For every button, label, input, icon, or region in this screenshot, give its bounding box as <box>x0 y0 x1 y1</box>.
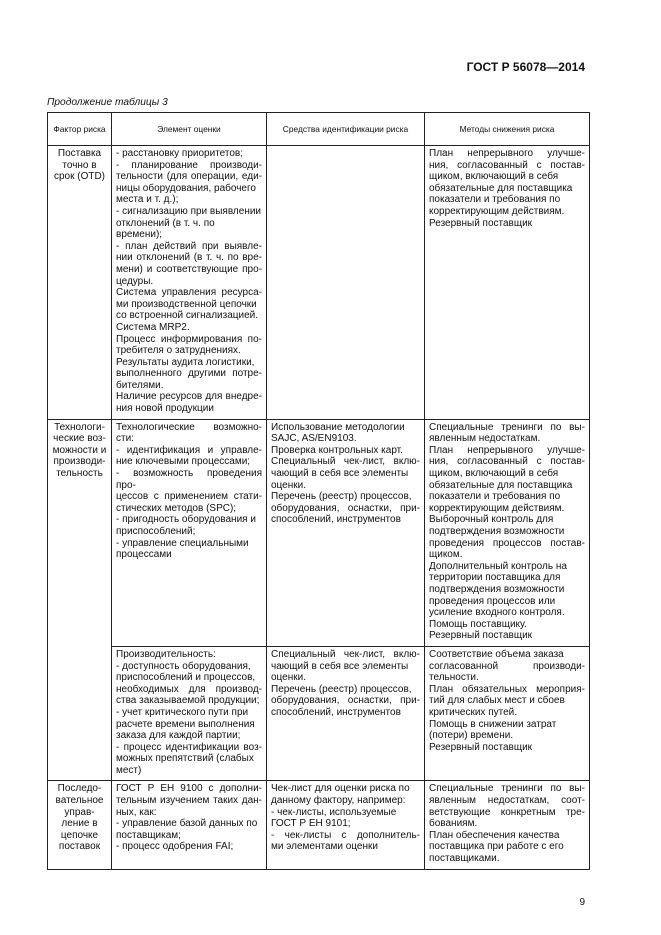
cell-text-line: места и т. д.); <box>116 194 179 206</box>
cell-text-line: поставок <box>58 841 101 853</box>
cell-text-line: способлений, инструментов <box>271 514 401 526</box>
factor-cell <box>48 781 112 869</box>
cell-text-line: - процесс идентификации воз- <box>116 741 262 753</box>
column-header-tools: Средства идентификации риска <box>267 113 425 146</box>
cell-text-line: (потери) времени. <box>429 730 514 742</box>
risk-assessment-table <box>47 112 590 870</box>
column-header-factor: Фактор риска <box>48 113 112 146</box>
table-row <box>48 781 590 869</box>
cell-text-line: бованиям. <box>429 818 478 830</box>
cell-text-line: показатели и требования по <box>429 491 561 503</box>
cell-text-line: ление в <box>61 818 98 830</box>
cell-text-line: Специальный чек-лист, вклю- <box>271 456 420 468</box>
cell-text-line: Проверка контрольных карт. <box>271 444 403 456</box>
cell-text-line: критических путей. <box>429 706 518 718</box>
cell-text-line: способлений, инструментов <box>271 706 401 718</box>
cell-text-line: Последо- <box>57 783 102 795</box>
cell-text-line: - чек-листы с дополнитель- <box>271 829 420 841</box>
cell-text-line: обязательные для поставщика <box>429 182 573 194</box>
cell-text-line: процессами <box>116 549 172 561</box>
cell-text-line: явленным недостаткам, соот- <box>429 795 585 807</box>
cell-text-line: приспособлений и процессов, <box>116 672 256 684</box>
cell-text-line: оборудования, оснастки, при- <box>271 695 420 707</box>
cell-text-line: тельным изучением таких дан- <box>116 795 262 807</box>
cell-text-line: - доступность оборудования, <box>116 660 251 672</box>
cell-text-line: - план действий при выявле- <box>116 240 262 252</box>
cell-text-line: проведения процессов постав- <box>429 537 585 549</box>
cell-text-line: - управление специальными <box>116 537 249 549</box>
cell-text-line: ния новой продукции <box>116 403 214 415</box>
cell-text-line: вательное <box>55 795 104 807</box>
cell-text-line: проведения процессов или <box>429 595 556 607</box>
cell-text-line: оценки. <box>271 479 306 491</box>
cell-text-line: Резервный поставщик <box>429 217 533 229</box>
cell-text-line: бителями. <box>116 379 164 391</box>
cell-text-line: - идентификация и управле- <box>116 444 262 456</box>
cell-text-line: тельности. <box>429 672 479 684</box>
element-cell <box>112 781 267 869</box>
cell-text-line: выполненного другими потре- <box>116 368 262 380</box>
cell-text-line: территории поставщика для <box>429 572 561 584</box>
cell-text-line: Система MRP2. <box>116 321 190 333</box>
cell-text-line: поставщиками. <box>429 853 500 865</box>
cell-text-line: сти: <box>116 433 134 445</box>
cell-text-line: производи- <box>53 456 106 468</box>
cell-text-line: заказа для каждой партии; <box>116 730 241 742</box>
cell-text-line: Резервный поставщик <box>429 630 533 642</box>
cell-text-line: Использование методологии <box>271 421 405 433</box>
cell-text-line: План непрерывного улучше- <box>429 444 585 456</box>
table-row <box>48 419 590 646</box>
tools-cell <box>267 646 425 781</box>
cell-text-line: - управление базой данных по <box>116 818 258 830</box>
cell-text-line: ГОСТ Р ЕН 9100 с дополни- <box>116 783 262 795</box>
methods-cell <box>425 146 590 420</box>
cell-text-line: оборудования, оснастки, при- <box>271 502 420 514</box>
cell-text-line: щиком, включающий в себя <box>429 171 559 183</box>
cell-text-line: Технологические возможно- <box>116 421 262 433</box>
cell-text-line: тельность <box>56 468 103 480</box>
cell-text-line: Специальные тренинги по вы- <box>429 421 585 433</box>
factor-cell <box>48 646 112 781</box>
cell-text-line: Чек-лист для оценки риска по <box>271 783 410 795</box>
cell-text-line: ства заказываемой продукции; <box>116 695 260 707</box>
cell-text-line: ние ключевыми процессами; <box>116 456 251 468</box>
cell-text-line: Специальные тренинги по вы- <box>429 783 585 795</box>
cell-text-line: Результаты аудита логистики, <box>116 356 255 368</box>
cell-text-line: - расстановку приоритетов; <box>116 148 244 159</box>
cell-text-line: нии отклонений (в т. ч. по вре- <box>116 252 262 264</box>
cell-text-line: поставщикам; <box>116 829 181 841</box>
cell-text-line: Резервный поставщик <box>429 741 533 753</box>
column-header-element: Элемент оценки <box>112 113 267 146</box>
cell-text-line: корректирующим действиям. <box>429 205 565 217</box>
methods-cell <box>425 646 590 781</box>
cell-text-line: Поставка <box>57 148 102 159</box>
cell-text-line: Выборочный контроль для <box>429 514 554 526</box>
cell-text-line: мест) <box>116 764 142 776</box>
cell-text-line: Технологи- <box>54 421 105 433</box>
cell-text-line: точно в <box>62 159 97 171</box>
cell-text-line: чающий в себя все элементы <box>271 468 409 480</box>
cell-text-line: SAJC, AS/EN9103. <box>271 433 357 445</box>
cell-text-line: щиком, включающий в себя <box>429 468 559 480</box>
cell-text-line: - чек-листы, используемые <box>271 806 397 818</box>
cell-text-line: тий для слабых мест и сбоев <box>429 695 565 707</box>
document-code: ГОСТ Р 56078—2014 <box>466 60 585 74</box>
cell-text-line: ния, согласованный с постав- <box>429 456 585 468</box>
cell-text-line: можности и <box>52 444 107 456</box>
table-row <box>48 146 590 420</box>
tools-cell <box>267 146 425 420</box>
cell-text-line: подтверждения возможности <box>429 583 565 595</box>
tools-cell <box>267 781 425 869</box>
cell-text-line: - планирование производи- <box>116 159 262 171</box>
cell-text-line: поставщика при работе с его <box>429 841 564 853</box>
cell-text-line: Система управления ресурса- <box>116 287 262 299</box>
cell-text-line: чающий в себя все элементы <box>271 660 409 672</box>
cell-text-line: План обеспечения качества <box>429 829 560 841</box>
cell-text-line: можных препятствий (слабых <box>116 753 254 765</box>
element-cell <box>112 419 267 646</box>
cell-text-line: цессов с применением стати- <box>116 491 262 503</box>
cell-text-line: показатели и требования по <box>429 194 561 206</box>
cell-text-line: ГОСТ Р ЕН 9101; <box>271 818 351 830</box>
page-number: 9 <box>579 897 585 908</box>
element-cell <box>112 146 267 420</box>
cell-text-line: ми производственной цепочки <box>116 298 257 310</box>
methods-cell <box>425 781 590 869</box>
factor-cell <box>48 146 112 420</box>
cell-text-line: Помощь в снижении затрат <box>429 718 557 730</box>
cell-text-line: Соответствие объема заказа <box>429 648 564 660</box>
cell-text-line: Наличие ресурсов для внедре- <box>116 391 262 403</box>
cell-text-line: Дополнительный контроль на <box>429 560 567 572</box>
cell-text-line: Специальный чек-лист, вклю- <box>271 648 420 660</box>
cell-text-line: со встроенной сигнализацией. <box>116 310 259 322</box>
cell-text-line: - возможность проведения про- <box>116 468 265 491</box>
table-header-row <box>48 113 590 146</box>
cell-text-line: ницы оборудования, рабочего <box>116 182 256 194</box>
cell-text-line: расчете времени выполнения <box>116 718 255 730</box>
cell-text-line: - сигнализацию при выявлении <box>116 205 262 217</box>
cell-text-line: обязательные для поставщика <box>429 479 573 491</box>
cell-text-line: Процесс информирования по- <box>116 333 262 345</box>
cell-text-line: приспособлений; <box>116 526 196 537</box>
cell-text-line: мени) и соответствующие про- <box>116 263 262 275</box>
cell-text-line: План непрерывного улучше- <box>429 148 585 159</box>
cell-text-line: цепочке <box>60 829 99 841</box>
cell-text-line: ных, как: <box>116 806 157 818</box>
cell-text-line: - пригодность оборудования и <box>116 514 256 526</box>
cell-text-line: отклонений (в т. ч. по времени); <box>116 217 218 241</box>
cell-text-line: Производительность: <box>116 648 216 660</box>
cell-text-line: Перечень (реестр) процессов, <box>271 491 412 503</box>
cell-text-line: ветствующие конкретным тре- <box>429 806 585 818</box>
cell-text-line: Помощь поставщику. <box>429 618 527 630</box>
cell-text-line: согласованной производи- <box>429 660 585 672</box>
cell-text-line: корректирующим действиям. <box>429 502 565 514</box>
cell-text-line: управ- <box>64 806 95 818</box>
tools-cell <box>267 419 425 646</box>
cell-text-line: ния, согласованный с постав- <box>429 159 585 171</box>
cell-text-line: стических методов (SPC); <box>116 502 237 514</box>
table-row <box>48 646 590 781</box>
factor-cell <box>48 419 112 646</box>
table-continuation-caption: Продолжение таблицы 3 <box>47 97 168 108</box>
cell-text-line: данному фактору, например: <box>271 795 406 807</box>
cell-text-line: явленным недостаткам. <box>429 433 541 445</box>
cell-text-line: Перечень (реестр) процессов, <box>271 683 412 695</box>
cell-text-line: цедуры. <box>116 275 154 287</box>
cell-text-line: щиком. <box>429 549 463 561</box>
cell-text-line: ми элементами оценки <box>271 841 378 853</box>
cell-text-line: необходимых для производ- <box>116 683 262 695</box>
cell-text-line: - учет критического пути при <box>116 706 249 718</box>
cell-text-line: тельности (для операции, еди- <box>116 171 262 183</box>
cell-text-line: усиление входного контроля. <box>429 607 565 619</box>
cell-text-line: срок (OTD) <box>53 171 106 183</box>
cell-text-line: требителя о затруднениях. <box>116 345 241 357</box>
element-cell <box>112 646 267 781</box>
cell-text-line: - процесс одобрения FAI; <box>116 841 234 853</box>
cell-text-line: подтверждения возможности <box>429 526 565 537</box>
cell-text-line: ческие воз- <box>53 433 106 445</box>
cell-text-line: План обязательных мероприя- <box>429 683 585 695</box>
column-header-methods: Методы снижения риска <box>425 113 590 146</box>
methods-cell <box>425 419 590 646</box>
cell-text-line: оценки. <box>271 672 306 684</box>
